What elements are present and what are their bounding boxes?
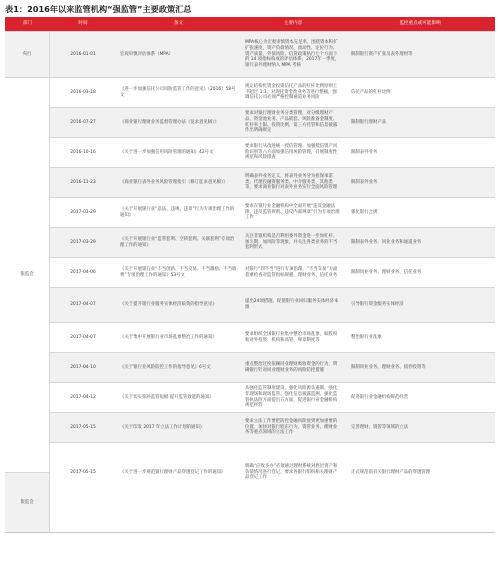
main-content-cell: 提出24项措施，促使银行业回归服务实体经济本源 [241, 287, 345, 322]
time-cell: 2016-01-01 [50, 31, 116, 77]
focus-cell: 限制表外业务、同业业务和通道业务 [345, 227, 495, 257]
document-cell: 《关于银行业风险防控工作的指导意见》6号文 [116, 352, 241, 382]
table-title: 表1：2016年以来监管机构“强监管”主要政策汇总 [5, 4, 192, 14]
time-cell: 2017-03-29 [50, 227, 116, 257]
main-content-cell: 要求组织全国银行业集中整治市场乱象，如股权和对外投资、机构和高管、规章制度等 [241, 322, 345, 352]
main-content-cell: 要求在银行业金融机构中全面开展“违反金融法律、违反监管规则、违反内部规章”行为专项治理工作 [241, 197, 345, 227]
document-cell: 《关于开展银行业“违法、违规、违章”行为专项治理工作的通知》 [116, 197, 241, 227]
document-cell: 《进一步加强信托公司风险监管工作的意见》（2016）58号文 [116, 77, 241, 107]
header-department: 部门 [5, 17, 50, 31]
document-cell: 《关于切实弥补监管短板 提升监管效能的通知》 [116, 382, 241, 412]
main-content-cell: 关注非银机构是否利用委外资金进一步加杠杆、加久期、加风险等现象，并关注各类业务的不当套利形式 [241, 227, 345, 257]
time-cell: 2016-07-27 [50, 107, 116, 137]
time-cell: 2017-05-15 [50, 412, 116, 442]
document-cell: 《关于提升银行业服务实体经济质效的指导意见》 [116, 287, 241, 322]
focus-cell: 引导银行资金服务实体经济 [345, 287, 495, 322]
department-cell-cbrc: 银监会 [5, 77, 50, 472]
main-content-cell: 规定结构化资金投资信托产品的杠杆比例原则上不超过 1:1；对现托资金池业务等进行整顿，强调信托公司必须严格控制通道业务风险 [241, 77, 345, 107]
document-cell: 《关于进一步规范银行理财产品穿透登记工作的通知》 [116, 442, 241, 502]
focus-cell: 整治银行业乱象 [345, 322, 495, 352]
focus-cell: 限制同业业务、理财业务、信托业务 [345, 257, 495, 287]
main-content-cell: 明确表外业务定义，将表外业务分为担保承诺类、代理投融资服务类、中介服务类、其他类等，要求商业银行对表外业务实行全面风险管理 [241, 167, 345, 197]
focus-cell: 限制表外业务 [345, 137, 495, 167]
header-focus: 监控重点或可能影响 [345, 17, 495, 31]
focus-cell: 正式规范前有关银行理财产品的穿透管理 [345, 442, 495, 502]
header-main-content: 主要内容 [241, 17, 345, 31]
main-content-cell: MPA核心为宏观审慎资本充足率，围绕资本积扩扩张速度，资产负债情况、流动性、定价行为、资产质量、外债风险、信贷政策执行七个方面下的 14 项指标构成的评估体系，2017年一季度，银行表外理财纳入 MPA 考核 [241, 31, 345, 77]
main-content-cell: 重点整治过度依赖同业理财吸收资金的行为，明确银行针对同业理财业务的风险防控措施 [241, 352, 345, 382]
document-cell: 《关于开展银行业“监管套利、空转套利、关联套利”专项治理工作的通知》 [116, 227, 241, 257]
time-cell: 2017-05-15 [50, 442, 116, 502]
focus-cell: 促进银行业金融机构规范经营 [345, 382, 495, 412]
time-cell: 2017-04-07 [50, 322, 116, 352]
focus-cell: 限制同业业务、理财业务、债券投资等 [345, 352, 495, 382]
focus-cell: 强化银行合规 [345, 197, 495, 227]
main-content-cell: 要求对银行理财业务分类管理，对分级理财产品、资金池业务、产品嵌套、风险准备金制度、杠杆率上限、投资比例、第三方托管和信息披露作出明确规定 [241, 107, 345, 137]
time-cell: 2017-04-12 [50, 382, 116, 412]
header-document: 条文 [116, 17, 241, 31]
main-content-cell: 要求银行从改进统一授信管理、加强授信资产风险识别等八方面加强信用风险管理，开展制度性规范和风险排查 [241, 137, 345, 167]
main-content-cell: 对银行“四不当”进行专项治理，“不当交易”方面着重检查对监管指标规避、理财业务、信托业务 [241, 257, 345, 287]
document-cell: 《商业银行表外业务风险管理指引（修订征求意见稿）》 [116, 167, 241, 197]
time-cell: 2017-04-10 [50, 352, 116, 382]
focus-cell: 限制银行资产扩张及表外理财等 [345, 31, 495, 77]
main-content-cell: 要求立法工作要把防控金融风险放到更加重要的位置，加快对银行股东行为、资管业务、理财业务等重点领域的立法工作 [241, 412, 345, 442]
document-cell: 《关于集中开展银行业市场乱象整治工作的通知》 [116, 322, 241, 352]
department-cell-pboc: 央行 [5, 31, 50, 77]
document-cell: 《关于印发 2017 年立法工作计划的通知》 [116, 412, 241, 442]
document-cell: 《关于进一步加强信用风险管理的通知》42号文 [116, 137, 241, 167]
time-cell: 2016-10-16 [50, 137, 116, 167]
main-content-cell: 从强化监管制度建设、强化风险源头遏制、强化非现场和现场监管、强化信息披露监测、强化监管执法四方面提出五方面，促进银行业金融机构规范经营 [241, 382, 345, 412]
time-cell: 2017-04-07 [50, 287, 116, 322]
document-cell: 《商业银行理财业务监督管理办法（征求意见稿）》 [116, 107, 241, 137]
header-time: 时间 [50, 17, 116, 31]
focus-cell: 完善理财、资管等领域的立法 [345, 412, 495, 442]
time-cell: 2016-03-18 [50, 77, 116, 107]
focus-cell: 信托产品的杠杆比例 [345, 77, 495, 107]
department-cell-cbrc-2: 银监会 [5, 472, 50, 532]
focus-cell: 限制银行理财产品 [345, 107, 495, 137]
time-cell: 2016-11-23 [50, 167, 116, 197]
main-content-cell: 明确“应收多办”必须通过理财系统对底层资产和负债情况进行登记，要求各银行组织相关理财产品登记工作 [241, 442, 345, 502]
policy-table [5, 17, 495, 533]
time-cell: 2017-03-29 [50, 197, 116, 227]
time-cell: 2017-04-06 [50, 257, 116, 287]
focus-cell: 限制表外业务 [345, 167, 495, 197]
document-cell: 宏观审慎评估体系（MPA） [116, 31, 241, 77]
document-cell: 《关于开展银行业“不当创新、不当交易、不当激励、不当收费”专项治理工作的通知》53号文 [116, 257, 241, 287]
